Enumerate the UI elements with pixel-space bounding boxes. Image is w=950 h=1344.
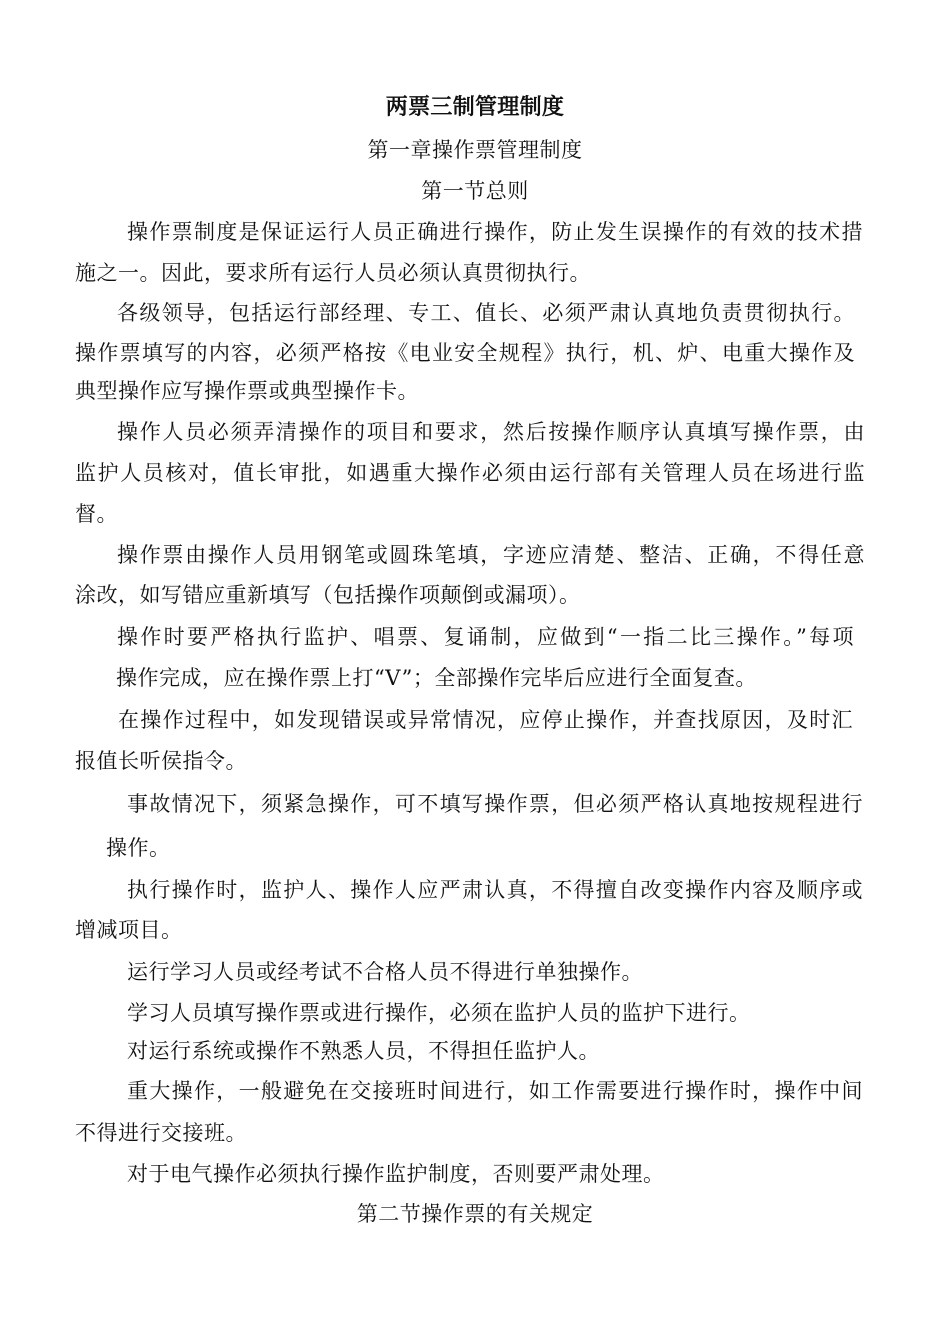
paragraph-line: 操作时要严格执行监护、唱票、复诵制，应做到“一指二比三操作。”每项 <box>117 625 854 649</box>
paragraph-line: 增减项目。 <box>75 918 183 942</box>
paragraph-line: 执行操作时，监护人、操作人应严肃认真，不得擅自改变操作内容及顺序或 <box>127 878 863 902</box>
paragraph-line: 操作人员必须弄清操作的项目和要求，然后按操作顺序认真填写操作票，由 <box>117 420 865 444</box>
paragraph-line: 不得进行交接班。 <box>75 1121 247 1145</box>
paragraph-line: 操作完成，应在操作票上打“V”；全部操作完毕后应进行全面复查。 <box>116 666 757 690</box>
paragraph-line: 重大操作，一般避免在交接班时间进行，如工作需要进行操作时，操作中间 <box>127 1079 863 1103</box>
paragraph-line: 操作票由操作人员用钢笔或圆珠笔填，字迹应清楚、整洁、正确，不得任意 <box>117 543 865 567</box>
paragraph-line: 操作。 <box>106 836 171 860</box>
paragraph-line: 事故情况下，须紧急操作，可不填写操作票，但必须严格认真地按规程进行 <box>127 792 863 816</box>
paragraph-9: 运行学习人员或经考试不合格人员不得进行单独操作。 <box>127 960 643 984</box>
paragraph-line: 监护人员核对，值长审批，如遇重大操作必须由运行部有关管理人员在场进行监 <box>75 461 865 485</box>
section-heading: 第一节总则 <box>421 179 529 203</box>
paragraph-line: 施之一。因此，要求所有运行人员必须认真贯彻执行。 <box>75 261 591 285</box>
paragraph-13: 对于电气操作必须执行操作监护制度，否则要严肃处理。 <box>127 1162 665 1186</box>
paragraph-line: 操作票填写的内容，必须严格按《电业安全规程》执行，机、炉、电重大操作及 <box>75 341 855 365</box>
paragraph-line: 在操作过程中，如发现错误或异常情况，应停止操作，并查找原因，及时汇 <box>118 708 853 732</box>
paragraph-10: 学习人员填写操作票或进行操作，必须在监护人员的监护下进行。 <box>127 1001 751 1025</box>
paragraph-line: 操作票制度是保证运行人员正确进行操作，防止发生误操作的有效的技术措 <box>127 220 863 244</box>
chapter-heading: 第一章操作票管理制度 <box>367 138 583 162</box>
section-heading: 第二节操作票的有关规定 <box>356 1202 594 1226</box>
paragraph-line: 涂改，如写错应重新填写（包括操作项颠倒或漏项）。 <box>75 583 581 607</box>
paragraph-line: 典型操作应写操作票或典型操作卡。 <box>75 379 419 403</box>
paragraph-line: 督。 <box>75 502 118 526</box>
document-title: 两票三制管理制度 <box>385 95 565 120</box>
paragraph-line: 报值长听侯指令。 <box>75 749 247 773</box>
paragraph-11: 对运行系统或操作不熟悉人员，不得担任监护人。 <box>127 1039 600 1063</box>
paragraph-line: 各级领导，包括运行部经理、专工、值长、必须严肃认真地负责贯彻执行。 <box>117 301 855 325</box>
